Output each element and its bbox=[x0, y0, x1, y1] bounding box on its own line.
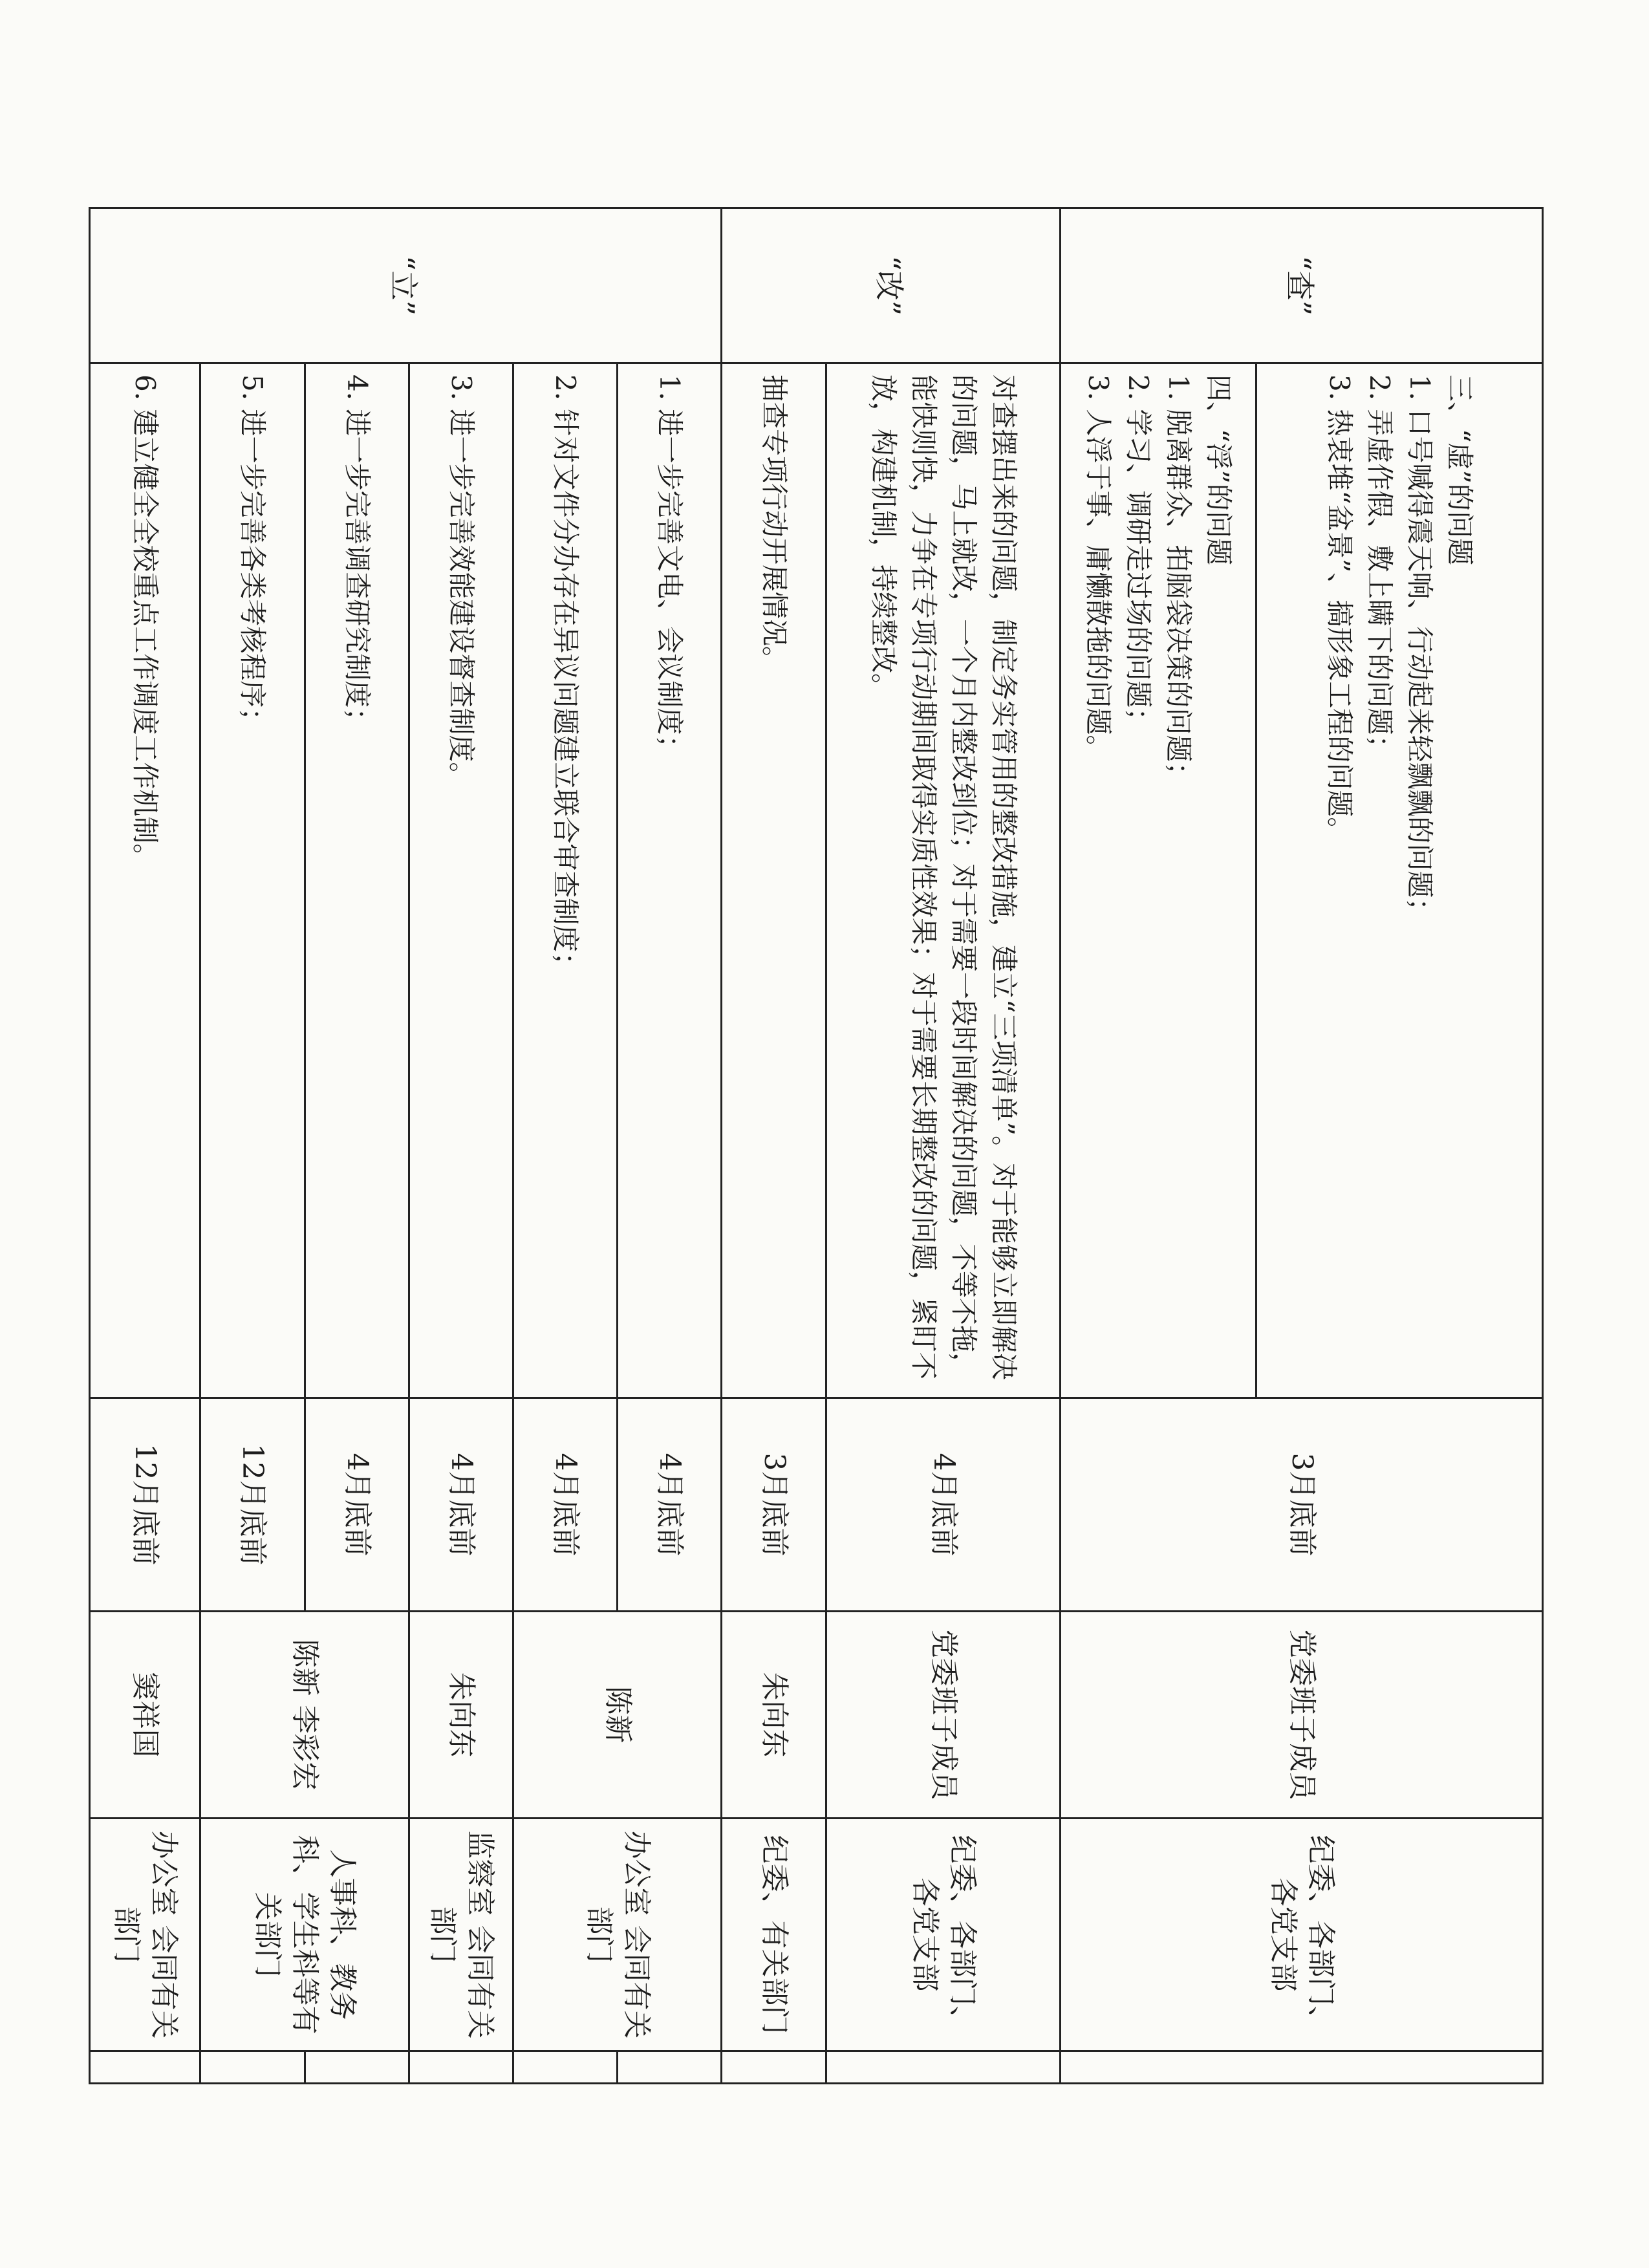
leader-cell: 陈新 bbox=[513, 1612, 721, 1819]
deadline-cell: 12月底前 bbox=[200, 1398, 305, 1612]
task-cell-li4: 4. 进一步完善调查研究制度； bbox=[305, 363, 409, 1398]
leader-cell: 陈新 李彩宏 bbox=[200, 1612, 409, 1819]
leader-cell: 党委班子成员 bbox=[1061, 1612, 1543, 1819]
stage-li: “立” bbox=[90, 208, 722, 363]
deadline-cell: 4月底前 bbox=[826, 1398, 1061, 1612]
leader-cell: 朱向东 bbox=[722, 1612, 826, 1819]
dept-cell: 办公室 会同有关部门 bbox=[513, 1819, 721, 2051]
note-cell bbox=[305, 2051, 409, 2084]
table-row bbox=[90, 208, 200, 2084]
leader-cell: 朱向东 bbox=[409, 1612, 513, 1819]
table-row bbox=[826, 208, 1061, 2084]
task-cell-li6: 6. 建立健全全校重点工作调度工作机制。 bbox=[90, 363, 200, 1398]
task-line: 三、“虚”的问题 bbox=[1443, 374, 1476, 565]
task-line: 3. 人浮于事、庸懒散拖的问题。 bbox=[1083, 374, 1115, 762]
deadline-cell: 4月底前 bbox=[409, 1398, 513, 1612]
note-cell bbox=[826, 2051, 1061, 2084]
table-row bbox=[409, 208, 513, 2084]
table-row bbox=[1256, 208, 1542, 2084]
task-cell-fu bbox=[1061, 363, 1256, 1398]
deadline-cell: 3月底前 bbox=[722, 1398, 826, 1612]
dept-cell: 办公室 会同有关部门 bbox=[90, 1819, 200, 2051]
table-row bbox=[722, 208, 826, 2084]
leader-cell: 党委班子成员 bbox=[826, 1612, 1061, 1819]
dept-cell: 纪委、各部门、各党支部 bbox=[1061, 1819, 1543, 2051]
table-row bbox=[618, 208, 722, 2084]
dept-cell: 人事科、教务科、学生科等有关部门 bbox=[200, 1819, 409, 2051]
dept-cell: 纪委、各部门、各党支部 bbox=[826, 1819, 1061, 2051]
task-cell-li3: 3. 进一步完善效能建设督查制度。 bbox=[409, 363, 513, 1398]
deadline-cell: 4月底前 bbox=[305, 1398, 409, 1612]
task-line: 1. 口号喊得震天响、行动起来轻飘飘的问题； bbox=[1403, 374, 1436, 925]
note-cell bbox=[722, 2051, 826, 2084]
dept-cell: 纪委、有关部门 bbox=[722, 1819, 826, 2051]
stage-cha: “查” bbox=[1061, 208, 1543, 363]
note-cell bbox=[618, 2051, 722, 2084]
task-line: 四、“浮”的问题 bbox=[1203, 374, 1235, 565]
task-line: 3. 热衷堆“盆景”、搞形象工程的问题。 bbox=[1323, 374, 1355, 845]
dept-cell: 监察室 会同有关部门 bbox=[409, 1819, 513, 2051]
deadline-cell: 4月底前 bbox=[618, 1398, 722, 1612]
table-row bbox=[305, 208, 409, 2084]
task-cell-li2: 2. 针对文件分办存在异议问题建立联合审查制度； bbox=[513, 363, 617, 1398]
task-cell-xu bbox=[1256, 363, 1542, 1398]
rotated-table-wrapper bbox=[89, 207, 1544, 2082]
deadline-cell: 4月底前 bbox=[513, 1398, 617, 1612]
deadline-cell: 3月底前 bbox=[1061, 1398, 1543, 1612]
note-cell bbox=[513, 2051, 617, 2084]
task-cell-li5: 5. 进一步完善各类考核程序； bbox=[200, 363, 305, 1398]
task-line: 1. 脱离群众、拍脑袋决策的问题； bbox=[1163, 374, 1195, 790]
task-cell-gai2: 抽查专项行动开展情况。 bbox=[722, 363, 826, 1398]
task-line: 2. 弄虚作假、敷上瞒下的问题； bbox=[1363, 374, 1396, 762]
task-cell-gai1: 对查摆出来的问题，制定务实管用的整改措施，建立“三项清单”。对于能够立即解决的问题，马上就改，一个月内整改到位；对于需要一段时间解决的问题，不等不拖，能快则快，力争在专项行动期间取得实质性效果；对于需要长期整改的问题，紧盯不放，构建机制，持续整改。 bbox=[826, 363, 1061, 1398]
note-cell bbox=[200, 2051, 305, 2084]
note-cell bbox=[90, 2051, 200, 2084]
deadline-cell: 12月底前 bbox=[90, 1398, 200, 1612]
rectification-table bbox=[89, 207, 1544, 2084]
task-line: 2. 学习、调研走过场的问题； bbox=[1123, 374, 1155, 735]
note-cell bbox=[1061, 2051, 1543, 2084]
task-cell-li1: 1. 进一步完善文电、会议制度； bbox=[618, 363, 722, 1398]
note-cell bbox=[409, 2051, 513, 2084]
stage-gai: “改” bbox=[722, 208, 1061, 363]
leader-cell: 窦祥国 bbox=[90, 1612, 200, 1819]
